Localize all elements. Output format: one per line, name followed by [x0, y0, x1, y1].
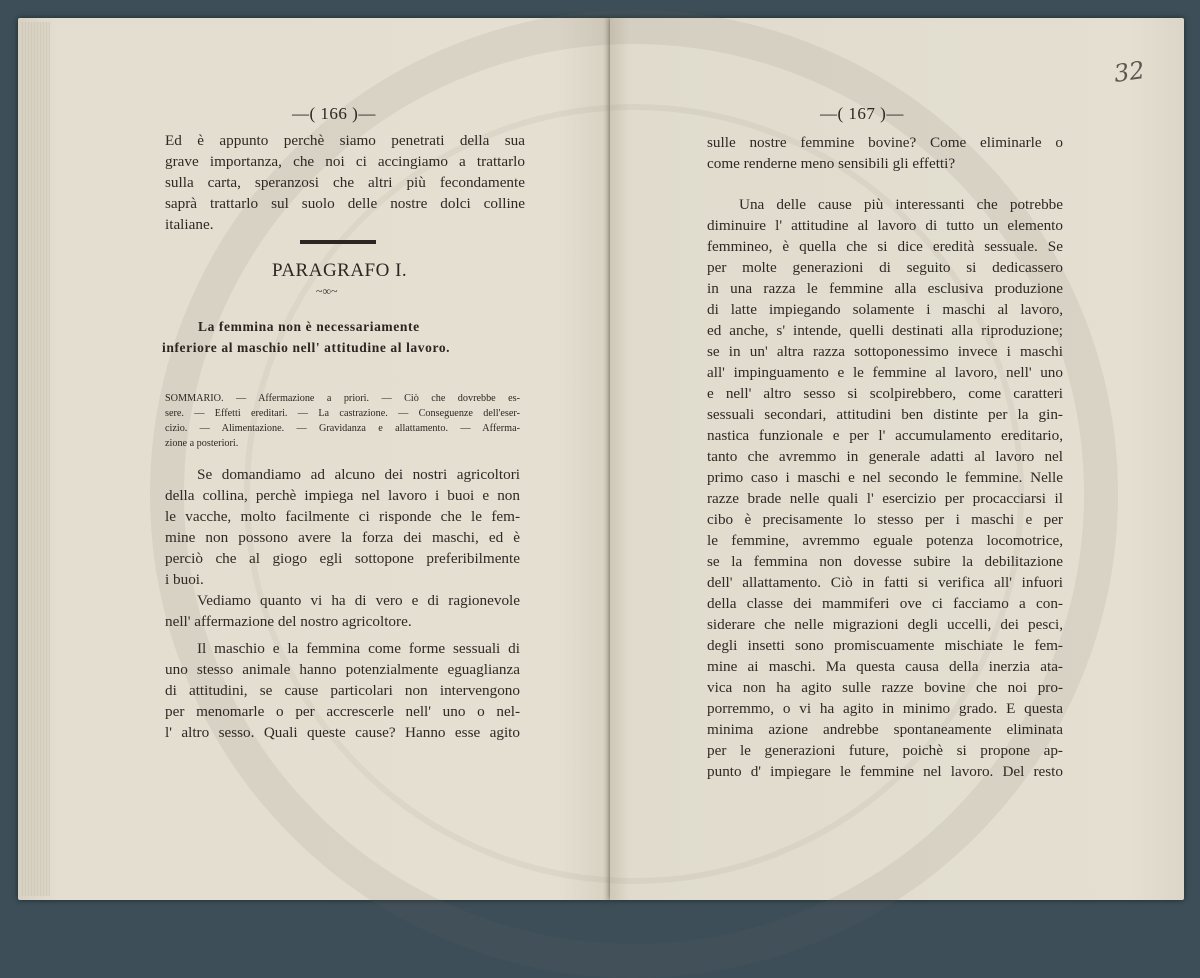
text-line: le vacche, molto facilmente ci risponde che le fem-	[165, 508, 520, 525]
text-line: nell' affermazione del nostro agricoltore.	[165, 613, 412, 630]
left-paragraph-2	[165, 590, 520, 632]
text-line: per molte generazioni di seguito si dedicassero	[707, 259, 1063, 276]
text-line: se in un' altra razza sottoponessimo invece i maschi	[707, 343, 1063, 360]
text-line: degli insetti sono promiscuamente mischiate le fem-	[707, 637, 1063, 654]
text-line: in una razza le femmine alla esclusiva produzione	[707, 280, 1063, 297]
section-title-line-1: La femmina non è necessariamente	[198, 319, 420, 334]
text-line: mine non possono avere la forza dei maschi, ed è	[165, 529, 520, 546]
handwritten-folio-number: 32	[1112, 56, 1147, 88]
text-line: vica non ha agito sulle razze bovine che noi pro-	[707, 679, 1063, 696]
summary-line: SOMMARIO. — Affermazione a priori. — Ciò che dovrebbe es-	[165, 393, 520, 404]
text-line: italiane.	[165, 216, 214, 233]
text-line: uno stesso animale hanno potenzialmente eguaglianza	[165, 661, 520, 678]
text-line: siderare che nelle migrazioni degli uccelli, dei pesci,	[707, 616, 1063, 633]
left-page-number: —( 166 )—	[292, 104, 376, 123]
left-paragraph-1	[165, 464, 520, 590]
text-line: Ed è appunto perchè siamo penetrati della sua	[165, 132, 525, 149]
left-intro-paragraph	[165, 130, 525, 235]
text-line: femmineo, è quella che si dice eredità sessuale. Se	[707, 238, 1063, 255]
text-line: i buoi.	[165, 571, 204, 588]
text-line: se la femmina non dovesse subire la debilitazione	[707, 553, 1063, 570]
text-line: le femmine, avremmo eguale potenza locomotrice,	[707, 532, 1063, 549]
summary	[165, 391, 520, 451]
text-line: sulla carta, speranzosi che altri più fecondamente	[165, 174, 525, 191]
text-line: Se domandiamo ad alcuno dei nostri agricoltori	[197, 466, 520, 483]
text-line: primo caso i maschi e nel secondo le femmine. Nelle	[707, 469, 1063, 486]
right-page-number: —( 167 )—	[820, 104, 904, 123]
text-line: Vediamo quanto vi ha di vero e di ragionevole	[197, 592, 520, 609]
summary-line: cizio. — Alimentazione. — Gravidanza e allattamento. — Afferma-	[165, 423, 520, 434]
text-line: minima azione andrebbe spontaneamente eliminata	[707, 721, 1063, 738]
text-line: l' altro sesso. Quali queste cause? Hanno esse agito	[165, 724, 520, 741]
text-line: Il maschio e la femmina come forme sessuali di	[197, 640, 520, 657]
ornament-icon: ~∞~	[316, 284, 338, 298]
text-line: ed anche, s' intende, quelli destinati alla riproduzione;	[707, 322, 1063, 339]
text-line: e nell' altro sesso si scolpirebbero, come caratteri	[707, 385, 1063, 402]
text-line: diminuire l' attitudine al lavoro di tutto un elemento	[707, 217, 1063, 234]
section-title-line-2: inferiore al maschio nell' attitudine al lavoro.	[162, 340, 451, 355]
right-body-paragraph	[707, 194, 1063, 782]
summary-line: zione a posteriori.	[165, 438, 239, 449]
text-line: della classe dei mammiferi ove ci facciamo a con-	[707, 595, 1063, 612]
section-rule	[300, 240, 376, 244]
text-line: all' impinguamento e le femmine al lavoro, nell' uno	[707, 364, 1063, 381]
text-line: sulle nostre femmine bovine? Come eliminarle o	[707, 134, 1063, 151]
text-line: porremmo, o vi ha agito in minimo grado. E questa	[707, 700, 1063, 717]
text-line: di attitudini, se cause particolari non intervengono	[165, 682, 520, 699]
text-line: perciò che al giogo egli sottopone preferibilmente	[165, 550, 520, 567]
section-heading: PARAGRAFO I.	[272, 260, 408, 281]
text-line: come renderne meno sensibili gli effetti?	[707, 155, 956, 172]
text-line: dell' allattamento. Ciò in fatti si verifica all' infuori	[707, 574, 1063, 591]
text-line: razze brade nelle quali l' esercizio per procacciarsi il	[707, 490, 1063, 507]
text-line: Una delle cause più interessanti che potrebbe	[739, 196, 1063, 213]
left-paragraph-3	[165, 638, 520, 743]
text-line: grave importanza, che noi ci accingiamo a trattarlo	[165, 153, 525, 170]
text-line: sessuali secondari, attitudini ben distinte per la gin-	[707, 406, 1063, 423]
text-line: tanto che avremmo in generale adatti al lavoro nel	[707, 448, 1063, 465]
text-line: di latte impiegando solamente i maschi al lavoro,	[707, 301, 1063, 318]
text-line: per le generazioni future, poichè si propone ap-	[707, 742, 1063, 759]
text-line: della collina, perchè impiega nel lavoro i buoi e non	[165, 487, 520, 504]
text-line: nastica funzionale e per l' accumulamento ereditario,	[707, 427, 1063, 444]
text-line: saprà trattarlo sul suolo delle nostre dolci colline	[165, 195, 525, 212]
text-line: cibo è precisamente lo stesso per i maschi e per	[707, 511, 1063, 528]
text-line: punto d' impiegare le femmine nel lavoro. Del resto	[707, 763, 1063, 780]
summary-line: sere. — Effetti ereditari. — La castrazione. — Conseguenze dell'eser-	[165, 408, 520, 419]
text-line: mine ai maschi. Ma questa causa della inerzia ata-	[707, 658, 1063, 675]
text-line: per menomarle o per accrescerle nell' uno o nel-	[165, 703, 520, 720]
page-edges	[20, 22, 50, 896]
right-top-paragraph	[707, 132, 1063, 174]
